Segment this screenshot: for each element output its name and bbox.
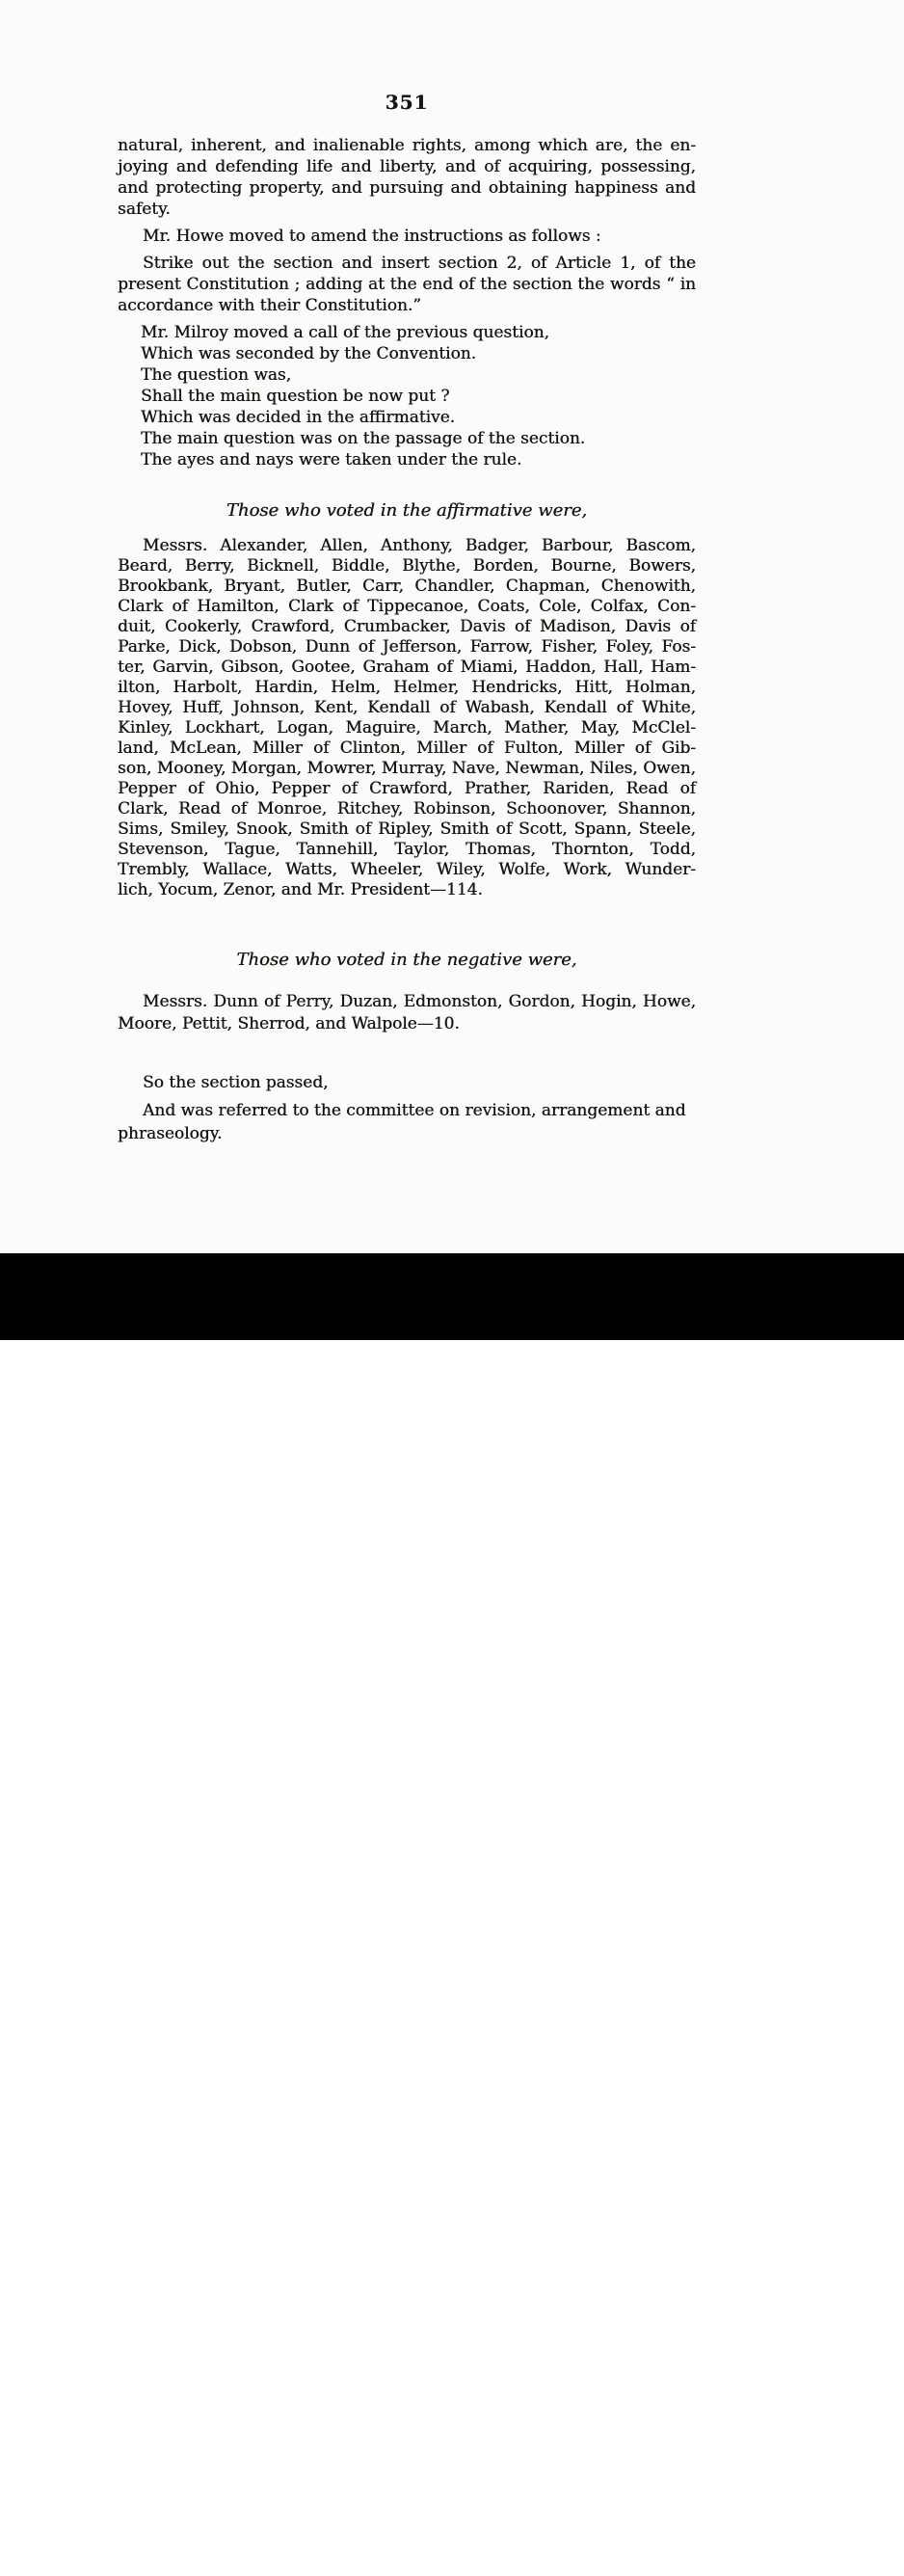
text-line: land, McLean, Miller of Clinton, Miller of Fulton, Miller of Gib- [118,738,696,758]
text-line: Pepper of Ohio, Pepper of Crawford, Prather, Rariden, Read of [118,779,696,798]
text-line: Which was decided in the affirmative. [141,408,456,427]
text-line: Mr. Milroy moved a call of the previous question, [141,323,549,342]
text-line: natural, inherent, and inalienable rights, among which are, the en- [118,136,696,155]
alamy-logo: alamy [48,2518,165,2576]
text-line: Stevenson, Tague, Tannehill, Taylor, Thomas, Thornton, Todd, [118,840,696,859]
paragraph-section-passed [118,1072,696,1093]
text-line: accordance with their Constitution.” [118,296,421,315]
image-id-label: Image ID: 3BFX5MX [698,2528,858,2547]
paragraph-referred-committee [118,1099,696,1145]
text-line: The question was, [141,365,292,385]
text-line: Parke, Dick, Dobson, Dunn of Jefferson, Farrow, Fisher, Foley, Fos- [118,637,696,657]
paragraph-negative-names [118,991,696,1035]
text-line: Which was seconded by the Convention. [141,344,477,363]
text-line: Sims, Smiley, Snook, Smith of Ripley, Smith of Scott, Spann, Steele, [118,819,696,839]
text-line: Kinley, Lockhart, Logan, Maguire, March, Mather, May, McClel- [118,718,696,738]
text-line: safety. [118,200,171,219]
text-line: duit, Cookerly, Crawford, Crumbacker, Davis of Madison, Davis of [118,617,696,636]
text-line: The ayes and nays were taken under the rule. [141,450,522,470]
text-line: Strike out the section and insert section 2, of Article 1, of the [143,254,696,273]
heading-affirmative-votes: Those who voted in the affirmative were, [226,500,588,521]
text-line: Shall the main question be now put ? [141,387,450,406]
text-line: And was referred to the committee on revision, arrangement and [143,1101,686,1120]
paragraph-howe-motion [118,226,696,247]
text-line: and protecting property, and pursuing and obtaining happiness and [118,178,696,198]
text-line: Mr. Howe moved to amend the instructions as follows : [143,227,601,246]
alamy-website-url: www.alamy.com [717,2551,858,2571]
text-line: Moore, Pettit, Sherrod, and Walpole—10. [118,1014,460,1033]
journal-proceedings-lines [118,322,696,470]
alamy-info [699,2526,858,2574]
heading-negative-votes: Those who voted in the negative were, [236,950,577,970]
text-line: Messrs. Alexander, Allen, Anthony, Badger, Barbour, Bascom, [143,536,696,555]
text-line: Trembly, Wallace, Watts, Wheeler, Wiley, Wolfe, Work, Wunder- [118,860,696,879]
text-line: So the section passed, [143,1073,329,1092]
text-line: phraseology. [118,1124,223,1143]
alamy-watermark-bar [0,1253,904,2576]
page-text-column [118,0,696,1253]
text-line: ilton, Harbolt, Hardin, Helm, Helmer, Hendricks, Hitt, Holman, [118,678,696,697]
text-line: son, Mooney, Morgan, Mowrer, Murray, Nave, Newman, Niles, Owen, [118,759,696,778]
paragraph-affirmative-names [118,536,696,900]
text-line: Brookbank, Bryant, Butler, Carr, Chandler, Chapman, Chenowith, [118,577,696,596]
text-line: Hovey, Huff, Johnson, Kent, Kendall of Wabash, Kendall of White, [118,698,696,717]
paragraph-strike-out-section [118,253,696,316]
page-number: 351 [385,91,429,114]
text-line: Beard, Berry, Bicknell, Biddle, Blythe, Borden, Bourne, Bowers, [118,556,696,576]
text-line: Clark, Read of Monroe, Ritchey, Robinson, Schoonover, Shannon, [118,799,696,818]
text-line: present Constitution ; adding at the end of the section the words “ in [118,275,696,294]
text-line: Messrs. Dunn of Perry, Duzan, Edmonston, Gordon, Hogin, Howe, [143,992,696,1011]
text-line: ter, Garvin, Gibson, Gootee, Graham of Miami, Haddon, Hall, Ham- [118,657,696,677]
paragraph-inalienable-rights [118,135,696,220]
text-line: The main question was on the passage of the section. [141,429,586,448]
text-line: Clark of Hamilton, Clark of Tippecanoe, Coats, Cole, Colfax, Con- [118,597,696,616]
text-line: lich, Yocum, Zenor, and Mr. President—114. [118,880,483,899]
text-line: joying and defending life and liberty, and of acquiring, possessing, [118,157,696,176]
